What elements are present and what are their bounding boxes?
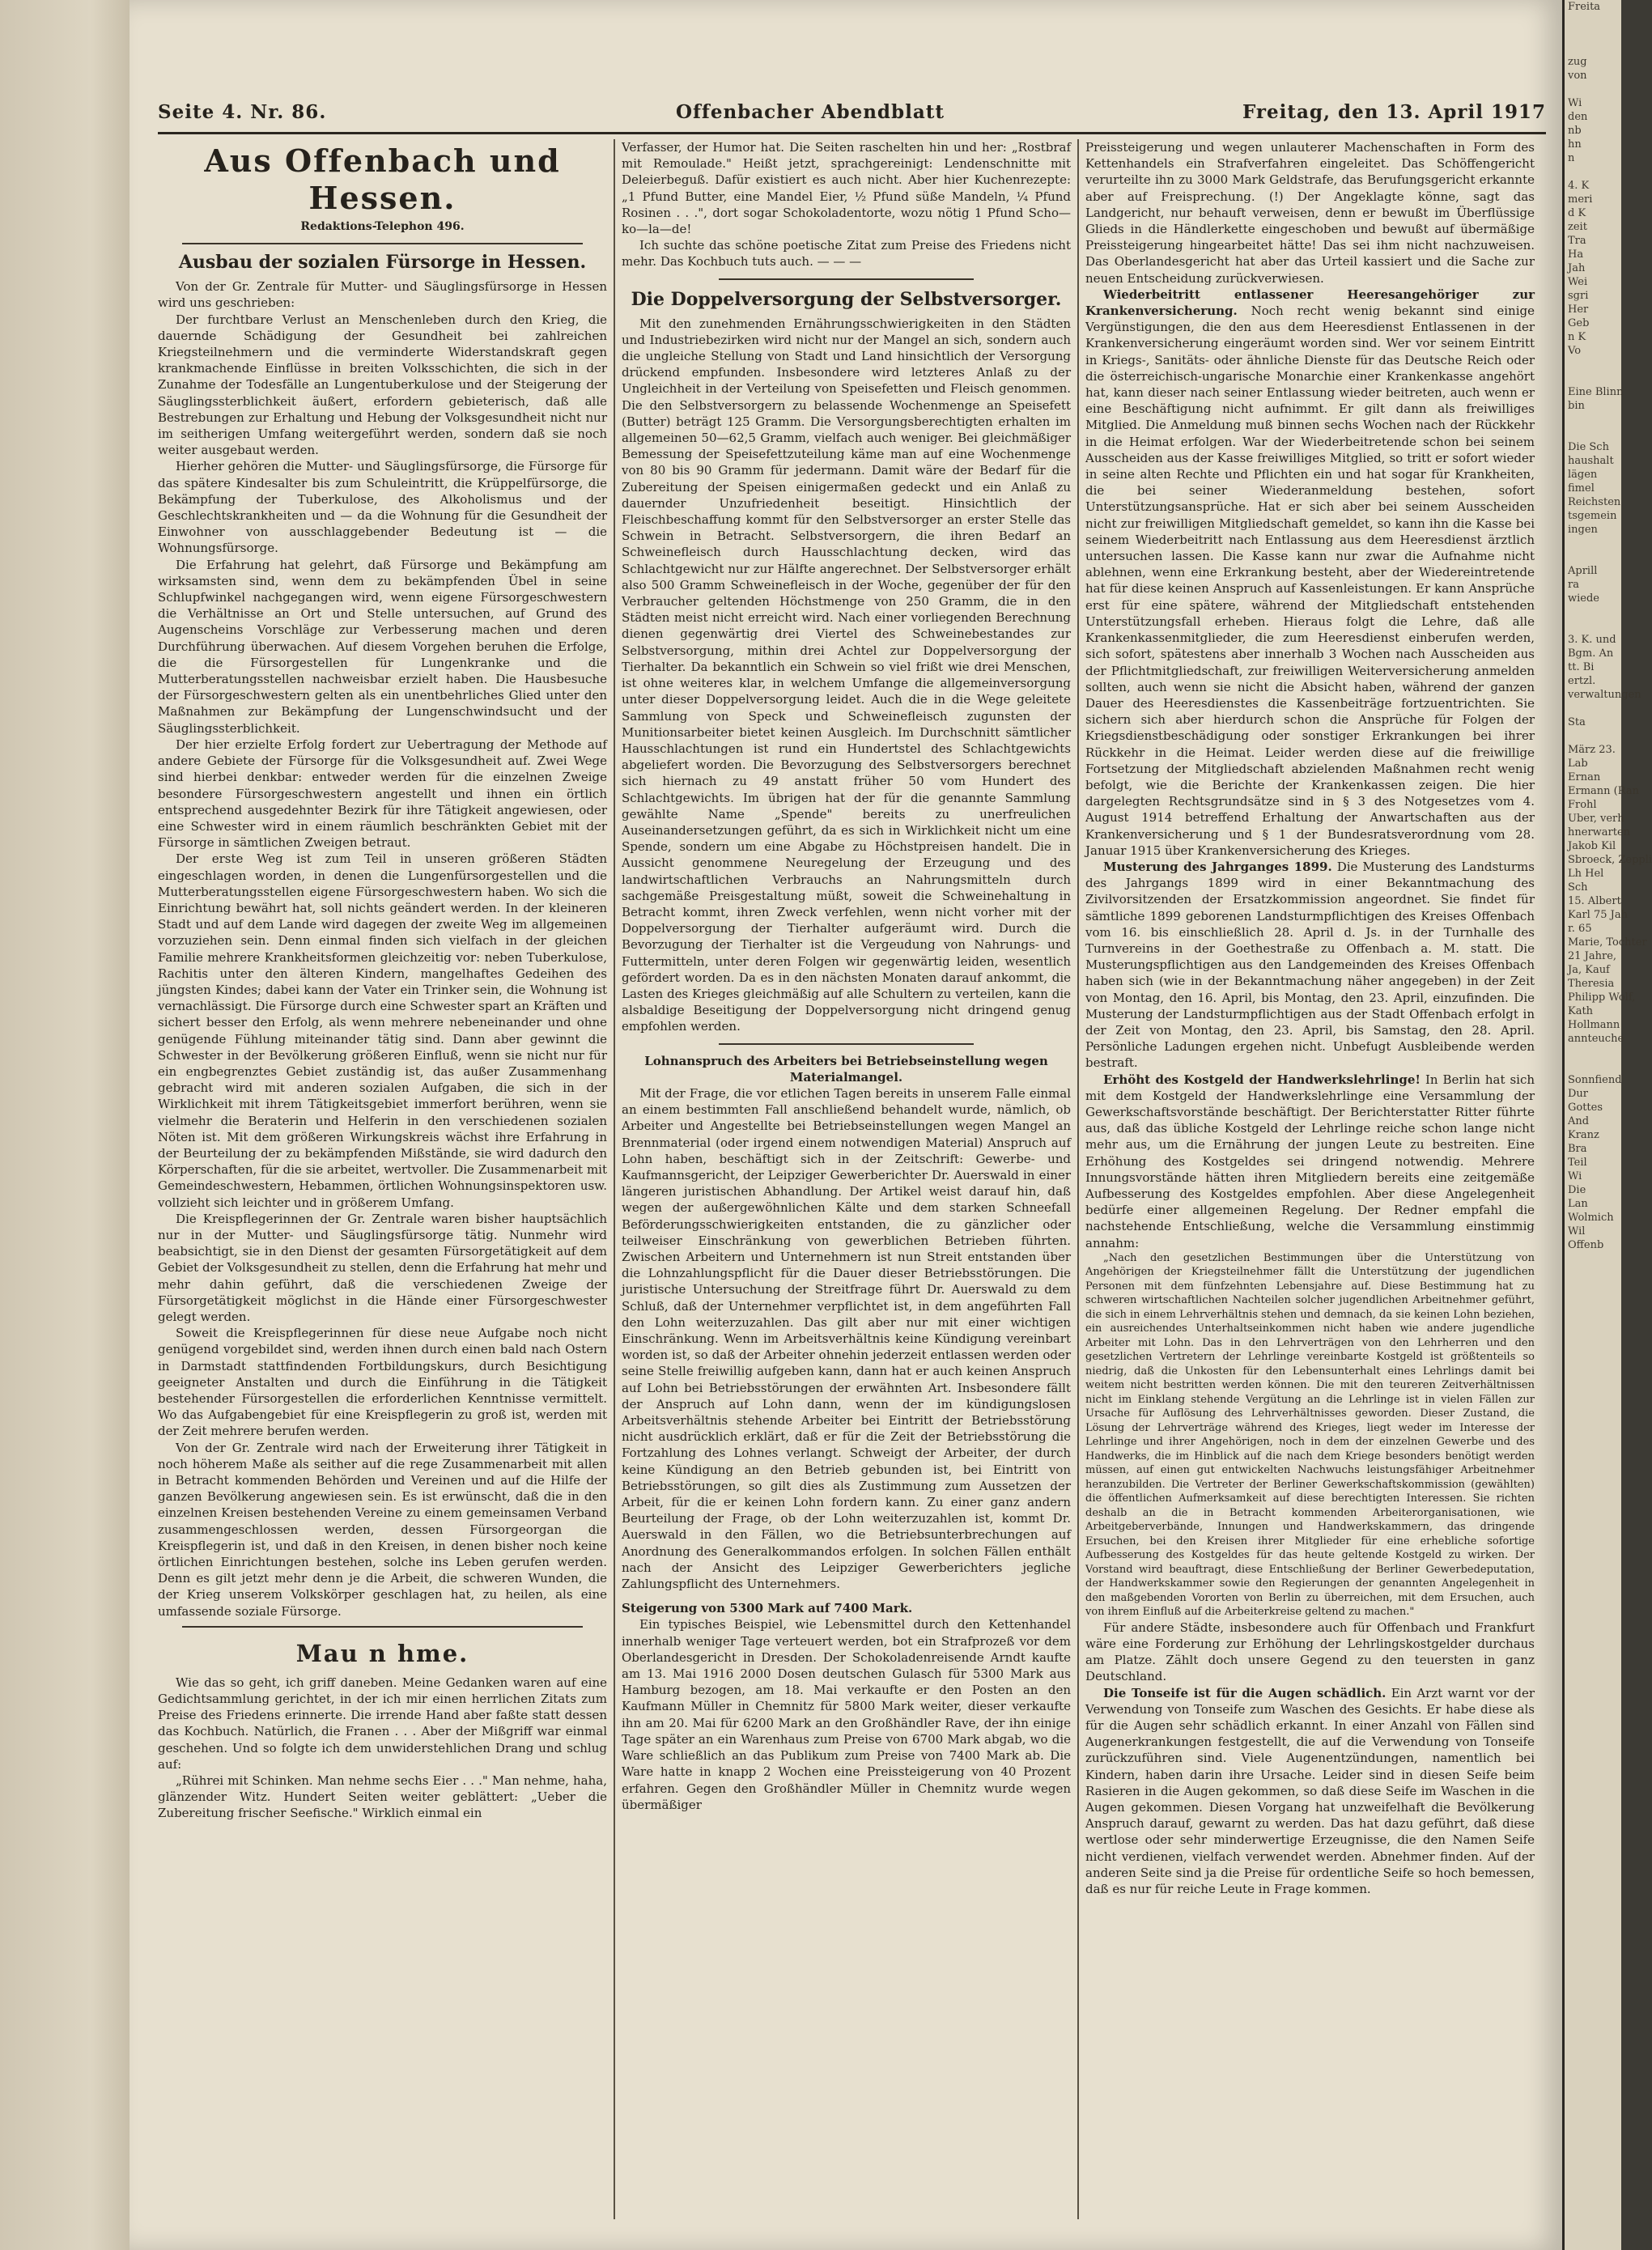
strip-line <box>1565 729 1621 743</box>
paragraph-lead: Wiederbeitritt entlassener Heeresangehöriger zur Krankenversicherung. <box>1085 287 1535 319</box>
strip-line: Ha <box>1568 248 1584 261</box>
strip-line: meri <box>1568 193 1593 206</box>
strip-line: Freita <box>1568 1 1601 13</box>
resolution: „Nach den gesetzlichen Bestimmungen über die Unterstützung von Angehörigen der Kriegsteilnehmer fällt die Unterstützung der jugendlichen Personen mit dem fünfzehnten Lebensjahre auf. Diese Bestimmung hat zu schweren wirtschaftlichen Nachteilen solcher jugendlichen Arbeitnehmer geführt, die sich in einem Lehrverhältnis stehen und demnach, da sie keinen Lohn beziehen, ein ausreichendes Unterhaltseinkommen nicht haben wie andere jugendliche Arbeiter mit Lohn. Das in den Lehrverträgen von den Lehrherren und den gesetzlichen Vertretern der Lehrlinge vereinbarte Kostgeld ist größtenteils so niedrig, daß die Unkosten für den Lebensunterhalt eines Lehrlings damit bei weitem nicht bestritten werden können. Die mit den teureren Zeitverhältnissen nicht im Einklang stehende Vergütung an die Lehrlinge ist in vielen Fällen zur Ursache für Auflösung des Lehrverhältnisses geworden. Dieser Zustand, die Lösung der Lehrverträge während des Krieges, liegt weder im Interesse der Lehrlinge und ihrer Angehörigen, noch in dem der einzelnen Gewerbe und des Handwerks, die im Hinblick auf die nach dem Kriege besonders benötigt werden müssen, auf einen gut entwickelten Nachwuchs leistungsfähiger Arbeitnehmer heranzubilden. Die Vertreter der Berliner Gewerkschaftskommission (gewählten) die öffentlichen Aufmerksamkeit auf diese berechtigten Interessen. Sie richten deshalb an die in Betracht kommenden Arbeiterorganisationen, wie Arbeitgeberverbände, Innungen und Handwerkskammern, das dringende Ersuchen, bei den Kreisen ihrer Mitglieder für eine erhebliche sofortige Aufbesserung des Kostgeldes für das heute geltende Kostgeld zu wirken. Der Vorstand wird beauftragt, diese Entschließung der Berliner Gewerbedeputation, der Handwerkskammer sowie den Regierungen der genannten Angelegenheit in den maßgebenden Vororten von Berlin zu überreichen, mit dem Ersuchen, auch von ihrem Einfluß auf die Arbeiterkreise geltend zu machen." <box>1085 1251 1535 1619</box>
strip-line: Lab <box>1568 758 1588 770</box>
strip-line: sgri <box>1568 290 1589 302</box>
strip-line: Kranz <box>1568 1129 1599 1141</box>
strip-line: r. 65 <box>1568 923 1592 935</box>
strip-line: Hollmann <box>1568 1019 1620 1031</box>
masthead-rule <box>158 132 1546 134</box>
strip-line: Sonnfiend <box>1568 1074 1622 1086</box>
strip-line: Jakob Kil <box>1568 840 1616 852</box>
strip-line: Wi <box>1568 1170 1582 1182</box>
strip-line <box>1565 702 1621 715</box>
strip-line: Ja, Kauf <box>1568 964 1610 976</box>
strip-line: hn <box>1568 138 1582 151</box>
paragraph: Für andere Städte, insbesondere auch für Offenbach und Frankfurt wäre eine Forderung zur Erhöhung der Lehrlingskostgelder durchaus am Platze. Zählt doch unsere Gegend zu den teuersten in ganz Deutschland. <box>1085 1620 1535 1684</box>
paragraph: Von der Gr. Zentrale für Mutter- und Säuglingsfürsorge in Hessen wird uns geschrieben: <box>158 279 607 311</box>
strip-line: März 23. <box>1568 744 1616 756</box>
strip-line <box>1565 358 1621 371</box>
strip-line: ertzl. <box>1568 675 1596 687</box>
paragraph: In Berlin hat sich mit dem Kostgeld der Handwerkslehrlinge eine Versammlung der Gewerkschaftsvorstände beschäftigt. Der Berichterstatter Ritter führte aus, daß das übliche Kostgeld der Lehrlinge reiche schon lange nicht mehr aus, um die Ernährung der jungen Leute zu bestreiten. Eine Erhöhung des Kostgeldes sei dringend notwendig. Mehrere Innungsvorstände hätten ihren Mitgliedern bereits eine zeitgemäße Aufbesserung des Kostgeldes empfohlen. Aber diese Angelegenheit bedürfe einer allgemeinen Regelung. Der Redner empfahl die nachstehende Entschließung, welche die Versammlung einstimmig annahm: <box>1085 1072 1535 1250</box>
strip-line <box>1565 83 1621 96</box>
strip-line <box>1565 1059 1621 1073</box>
strip-line: Offenb <box>1568 1239 1604 1251</box>
strip-line: Wi <box>1568 97 1582 109</box>
strip-line: Philipp Wolf, <box>1568 991 1636 1004</box>
strip-line: Bgm. An <box>1568 647 1614 660</box>
strip-line <box>1565 427 1621 440</box>
paragraph: Ein typisches Beispiel, wie Lebensmittel durch den Kettenhandel innerhalb weniger Tage verteuert werden, bot ein Strafprozeß vor dem Oberlandesgericht in Dresden. Der Schokoladenreisende Arndt kaufte am 13. Mai 1916 2000 Dosen deutschen Gulasch für 5300 Mark aus Hamburg bezogen, am 18. Mai verkaufte er den Posten an den Kaufmann Müller in Chemnitz für 5800 Mark weiter, dieser verkaufte ihn am 20. Mai für 6200 Mark an den Großhändler Rave, der ihn einige Tage später an ein Warenhaus zum Preise von 6700 Mark abgab, wo die Ware schließlich an das Publikum zum Preise von 7400 Mark ab. Die Ware hatte in knapp 2 Wochen eine Preissteigerung von 40 Prozent erfahren. Gegen den Großhändler Müller in Chemnitz wurde wegen übermäßiger <box>622 1617 1071 1812</box>
paragraph-lead: Erhöht des Kostgeld der Handwerkslehrlinge! <box>1103 1072 1421 1087</box>
strip-line: hnerwarten <box>1568 826 1631 838</box>
strip-line: Wolmich <box>1568 1212 1614 1224</box>
strip-line: Aprill <box>1568 565 1598 577</box>
paragraph: Ein Arzt warnt vor der Verwendung von Tonseife zum Waschen des Gesichts. Er habe diese als für die Augen sehr schädlich erkannt. In einer Anzahl von Fällen sind Augenerkrankungen festgestellt, die auf die Verwendung von Tonseife zurückzuführen sind. Viele Augenentzündungen, namentlich bei Kindern, haben darin ihre Ursache. Leider sind in diesen Seife beim Rasieren in die Augen gekommen, so daß diese Seife im Waschen in die Augen gekommen. Diesen Vorgang hat unzweifelhaft die Bevölkerung Anspruch darauf, gewarnt zu werden. Das hat dazu geführt, daß diese wertlose oder sehr minderwertige Erzeugnisse, die den Namen Seife nicht verdienen, vielfach verwendet werden. Abnehmer finden. Auf der anderen Seite sind ja die Preise für ordentliche Seife so hoch bemessen, daß es nur für reiche Leute in Frage kommen. <box>1085 1685 1535 1897</box>
paragraph: Der erste Weg ist zum Teil in unseren größeren Städten eingeschlagen worden, in denen die Lungenfürsorgestellen und die Mutterberatungsstellen eigene Fürsorgeschwestern haben. Wo sich die Einrichtung bewährt hat, soll nichts geändert werden. In der kleineren Stadt und auf dem Lande wird dagegen der zweite Weg im allgemeinen vorzuziehen sein. Denn einmal finden sich vielfach in der gleichen Familie mehrere Krankheitsformen gleichzeitig vor: neben Tuberkulose, Rachitis unter den älteren Kindern, mangelhaftes Gedeihen des jüngsten Kindes; dabei kann der Vater ein Trinker sein, die Wohnung ist vernachlässigt. Die Fürsorge durch eine Schwester spart an Kräften und sichert besser den Erfolg, als wenn mehrere nebeneinander und ohne genügende Fühlung miteinander tätig sind. Dann aber gewinnt die Schwester in der Bevölkerung größeren Einfluß, wenn sie nicht nur für ein engbegrenztes Gebiet zuständig ist, das außer Zusammenhang gebracht wird mit anderen sozialen Aufgaben, die sich in der Wirklichkeit mit ihrem Tätigkeitsgebiet immerfort berühren, wenn sie vielmehr die Beraterin und Helferin in den verschiedenen sozialen Nöten ist. Mit dem größeren Wirkungskreis wächst ihre Erfahrung in der Beurteilung der zu bekämpfenden Mißstände, sie wird dadurch den Körperschaften, für die sie arbeitet, wertvoller. Die Zusammenarbeit mit Gemeindeschwestern, Hebammen, örtlichen Wohnungsinspektoren usw. vollzieht sich leichter und in größerem Umfang. <box>158 851 607 1210</box>
strip-line <box>1565 537 1621 550</box>
strip-line: Ermann (Ran <box>1568 785 1639 797</box>
strip-line: n <box>1568 152 1575 164</box>
strip-line: Eine Blinn <box>1568 386 1624 398</box>
strip-line: lägen <box>1568 469 1598 481</box>
strip-line: Theresia <box>1568 978 1615 990</box>
strip-line: Sch <box>1568 881 1588 894</box>
binding-margin <box>0 0 130 2250</box>
strip-line <box>1565 605 1621 619</box>
strip-line <box>1565 41 1621 55</box>
strip-line: Geb <box>1568 317 1590 329</box>
strip-line: Teil <box>1568 1157 1587 1169</box>
strip-line: Uber, verh <box>1568 813 1624 825</box>
strip-line: Reichsten <box>1568 496 1621 508</box>
paragraph: Die Erfahrung hat gelehrt, daß Fürsorge und Bekämpfung am wirksamsten sind, wenn dem zu bekämpfenden Übel in seine Schlupfwinkel nachgegangen wird, wenn eigene Fürsorgeschwestern die Verhältnisse an Ort und Stelle untersuchen, auf Grund des Augenscheins Vorschläge zur Verbesserung machen und deren Durchführung überwachen. Auf diesem Vorgehen beruhen die Erfolge, die die Fürsorgestellen für Lungenkranke und die Mutterberatungsstellen nachweisbar erzielt haben. Die Hausbesuche der Fürsorgeschwestern gelten als ein unentbehrliches Glied unter den Maßnahmen zur Bekämpfung der Lungenschwindsucht und der Säuglingssterblichkeit. <box>158 557 607 736</box>
strip-line: zug <box>1568 56 1587 68</box>
article-title: Lohnanspruch des Arbeiters bei Betriebseinstellung wegen Materialmangel. <box>644 1053 1048 1085</box>
article-title: Ausbau der sozialen Fürsorge in Hessen. <box>178 252 587 274</box>
strip-line: wiede <box>1568 592 1599 605</box>
paragraph: Die Musterung des Landsturms des Jahrgangs 1899 wird in einer Bekanntmachung des Zivilvorsitzenden der Ersatzkommission angeordnet. Sie findet für sämtliche 1899 geborenen Landsturmpflichtigen des Kreises Offenbach vom 16. bis einschließlich 28. April d. Js. in der Turnhalle des Turnvereins in der Goethestraße zu Offenbach a. M. statt. Die Musterungspflichtigen aus den Landgemeinden des Kreises Offenbach haben sich (wie in der Bekanntmachung näher angegeben) in der Zeit von Montag, den 16. April, bis Montag, den 23. April, einzufinden. Die Musterung der Landsturmpflichtigen aus der Stadt Offenbach erfolgt in der Zeit von Montag, den 23. April, bis Samstag, den 28. April. Persönliche Ladungen ergehen nicht. Unbefugt Ausbleibende werden bestraft. <box>1085 859 1535 1071</box>
paragraph: Soweit die Kreispflegerinnen für diese neue Aufgabe noch nicht genügend vorgebildet sind, werden ihnen durch einen bald nach Ostern in Darmstadt stattfindenden Fortbildungskurs, durch Besichtigung geeigneter Anstalten und durch die Einführung in die Tätigkeit bestehender Fürsorgestellen die erforderlichen Kenntnisse vermittelt. Wo das Aufgabengebiet für eine Kreispflegerin zu groß ist, werden mit der Zeit mehrere berufen werden. <box>158 1326 607 1439</box>
issue-date: Freitag, den 13. April 1917 <box>1242 101 1546 123</box>
paragraph: Der furchtbare Verlust an Menschenleben durch den Krieg, die dauernde Schädigung der Gesundheit bei zahlreichen Kriegsteilnehmern und die verminderte Widerstandskraft gegen krankmachende Einflüsse in breiten Volksschichten, die sich in der Zunahme der Todesfälle an Lungentuberkulose und der Steigerung der Säuglingssterblichkeit äußert, erfordern gebieterisch, daß alle Bestrebungen zur Erhaltung und Hebung der Volksgesundheit nicht nur im seitherigen Umfang weitergeführt werden, sondern daß sie noch weiter ausgebaut werden. <box>158 312 607 458</box>
column-3 <box>1085 139 1535 2219</box>
newspaper-title: Offenbacher Abendblatt <box>676 101 945 123</box>
strip-line: ingen <box>1568 524 1598 536</box>
column-1 <box>158 139 607 2219</box>
strip-line: 3. K. und <box>1568 634 1616 646</box>
strip-line: Ernan <box>1568 771 1601 783</box>
strip-line: Dur <box>1568 1088 1589 1100</box>
paragraph: Mit der Frage, die vor etlichen Tagen bereits in unserem Falle einmal an einem bestimmten Fall anschließend behandelt wurde, nämlich, ob Arbeiter und Angestellte bei Betriebseinstellungen wegen Mangel an Brennmaterial (oder irgend einem notwendigen Material) Anspruch auf Lohn haben, beschäftigt sich in der Zeitschrift: Gewerbe- und Kaufmannsgericht, der Leipziger Gewerberichter Dr. Auerswald in einer längeren juristischen Abhandlung. Der Artikel weist darauf hin, daß wegen der außergewöhnlichen Kälte und dem starken Schneefall Beförderungsschwierigkeiten entstanden, die zu gänzlicher oder teilweiser Einschränkung von gewerblichen Betrieben führten. Zwischen Arbeitern und Unternehmern ist nun Streit entstanden über die Lohnzahlungspflicht für die Dauer dieser Betriebsstörungen. Die juristische Untersuchung der Streitfrage führt Dr. Auerswald zu dem Schluß, daß der Unternehmer verpflichtet ist, in dem angeführten Fall den Lohn weiterzuzahlen. Das gilt aber nur mit einer wichtigen Einschränkung. Wenn im Arbeitsverhältnis keine Kündigung vereinbart worden ist, so daß der Arbeiter ohnehin jederzeit entlassen werden oder seine Stelle freiwillig aufgeben kann, dann hat er auch keinen Anspruch auf Lohn bei Betriebsstörungen der erwähnten Art. Insbesondere fällt der Anspruch auf Lohn dann, wenn der im kündigungslosen Arbeitsverhältnis stehende Arbeiter bei Eintritt der Betriebsstörung nicht ausdrücklich erklärt, daß er für die Zeit der Betriebsstörung die Fortzahlung des Lohnes verlangt. Schweigt der Arbeiter, der durch keine Kündigung an den Betrieb gebunden ist, bei Eintritt von Betriebsstörungen, so gilt dies als Zustimmung zum Aussetzen der Arbeit, für die er keinen Lohn fordern kann. Zu einer ganz andern Beurteilung der Frage, ob der Lohn weiterzuzahlen ist, kommt Dr. Auerswald in den Fällen, wo die Betriebsunterbrechungen auf Anordnung des Generalkommandos erfolgen. In solchen Fällen enthält nach der Ansicht des Leipziger Gewerberichters jegliche Zahlungspflicht des Unternehmers. <box>622 1085 1071 1592</box>
adjacent-page-strip <box>1562 0 1652 2250</box>
paragraph: Hierher gehören die Mutter- und Säuglingsfürsorge, die Fürsorge für das spätere Kindesalter bis zum Schuleintritt, die Krüppelfürsorge, die Bekämpfung der Tuberkulose, des Alkoholismus und der Geschlechtskrankheiten und — da die Wohnung für die Gesundheit der Einwohner von ausschlaggebender Bedeutung ist — die Wohnungsfürsorge. <box>158 459 607 556</box>
paragraph: „Rührei mit Schinken. Man nehme sechs Eier . . ." Man nehme, haha, glänzender Witz. Hundert Seiten weiter geblättert: „Ueber die Zubereitung frischer Seefische." Wirklich einmal ein <box>158 1773 607 1821</box>
paragraph: Verfasser, der Humor hat. Die Seiten raschelten hin und her: „Rostbraf mit Remoulade." Heißt jetzt, sprachgereinigt: Lendenschnitte mit Deleierbeguß. Dafür existiert es auch nicht. Aber hier Kuchenrezepte: „1 Pfund Butter, eine Mandel Eier, ½ Pfund süße Mandeln, ¼ Pfund Rosinen . . .", dort sogar Schokoladentorte, wozu nötig 1 Pfund Scho—ko—la—de! <box>622 140 1071 237</box>
paragraph: Von der Gr. Zentrale wird nach der Erweiterung ihrer Tätigkeit in noch höherem Maße als seither auf die rege Zusammenarbeit mit allen in Betracht kommenden Behörden und Vereinen und auf die Hilfe der ganzen Bevölkerung angewiesen sein. Es ist erwünscht, daß die in den einzelnen Kreisen bestehenden Vereine zu einem gemeinsamen Verband zusammengeschlossen werden, dessen Fürsorgeorgan die Kreispflegerin ist, und daß in den Kreisen, in denen bisher noch keine örtlichen Einrichtungen bestehen, solche ins Leben gerufen werden. Denn es gilt jetzt mehr denn je die Arbeit, die schweren Wunden, die der Krieg unserem Volkskörper geschlagen hat, zu heilen, als eine umfassende soziale Fürsorge. <box>158 1440 607 1619</box>
divider <box>182 243 583 244</box>
strip-line: Marie, Tochter <box>1568 936 1647 949</box>
paragraph-lead: Musterung des Jahrganges 1899. <box>1103 859 1332 874</box>
column-rule <box>614 139 615 2219</box>
masthead <box>158 101 1546 134</box>
strip-line <box>1565 28 1621 41</box>
strip-line <box>1565 371 1621 385</box>
paragraph: Der hier erzielte Erfolg fordert zur Uebertragung der Methode auf andere Gebiete der Fürsorge für die Volksgesundheit auf. Zwei Wege sind hierbei denkbar: entweder werden für die einzelnen Zweige besondere Fürsorgeschwestern angestellt und ihnen ein örtlich entsprechend ausgedehnter Bezirk für ihre Tätigkeit angewiesen, oder eine Schwester wird in einem räumlich beschränkten Gebiet mit der Fürsorge in sämtlichen Zweigen betraut. <box>158 737 607 851</box>
strip-line: Kath <box>1568 1005 1594 1017</box>
strip-line <box>1565 619 1621 633</box>
strip-line: zeit <box>1568 221 1587 233</box>
strip-line <box>1565 413 1621 427</box>
strip-line: Lan <box>1568 1198 1588 1210</box>
strip-line: 4. K <box>1568 180 1590 192</box>
strip-line: von <box>1568 70 1587 82</box>
editorial-phone: Redaktions-Telephon 496. <box>300 220 465 233</box>
feuilleton-title: Mau n hme. <box>295 1639 469 1667</box>
section-title: Aus Offenbach und Hessen. <box>204 142 561 216</box>
paragraph: Wie das so geht, ich griff daneben. Meine Gedanken waren auf eine Gedichtsammlung gerichtet, in der ich mir einen herrlichen Zitats zum Preise des Friedens erinnerte. Die irrende Hand aber faßte statt dessen das Kochbuch. Natürlich, die Franen . . . Aber der Mißgriff war einmal geschehen. Und so folgte ich dem unwiderstehlichen Drang und schlug auf: <box>158 1675 607 1772</box>
paragraph: Noch recht wenig bekannt sind einige Vergünstigungen, die den aus dem Heeresdienst Entlassenen in der Krankenversicherung eingeräumt worden sind. Wer vor seinem Eintritt in Kriegs-, Sanitäts- oder ähnliche Dienste für das Deutsche Reich oder die österreichisch-ungarische Monarchie einer Krankenkasse angehört hat, kann dieser nach seiner Entlassung wieder beitreten, auch wenn er eine Beschäftigung nicht aufnimmt. Er gilt dann als freiwilliges Mitglied. Die Anmeldung muß binnen sechs Wochen nach der Rückkehr in die Heimat erfolgen. War der Wiederbeitretende schon bei seinem Ausscheiden aus der Kasse freiwilliges Mitglied, so tritt er sofort wieder in seine alten Rechte und Pflichten ein und hat sogar für Krankheiten, die bei seiner Wiederanmeldung bestehen, sofort Unterstützungsansprüche. Hat er sich aber bei seinem Ausscheiden nicht zur freiwilligen Mitgliedschaft gemeldet, so kann ihn die Kasse bei seinem Wiederbeitritt nach Entlassung aus dem Heeresdienst ärztlich untersuchen lassen. Die Kasse kann nur zwar die Aufnahme nicht ablehnen, wenn eine Erkrankung besteht, aber der Wiedereintretende hat für diese keinen Anspruch auf Kassenleistungen. Er kann Ansprüche erst für eine spätere, während der Mitgliedschaft entstehenden Unterstützungsfall erheben. Hieraus folgt die Lehre, daß alle Krankenkassenmitglieder, die zum Heeresdienst einberufen werden, sich sofort, spätestens aber innerhalb 3 Wochen nach Ausscheiden aus der Pflichtmitgliedschaft, zur freiwilligen Weiterversicherung anmelden sollten, auch wenn sie nicht die Absicht haben, während der ganzen Dauer des Heeresdienstes die Kassenbeiträge fortzuentrichten. Sie sichern sich aber hierdurch schon die Ansprüche für Folgen der Kriegsdienstbeschädigung oder sonstiger Erkrankungen bei ihrer Rückkehr in die Heimat. Leider werden diese auf die freiwillige Fortsetzung der Mitgliedschaft abzielenden Maßnahmen recht wenig befolgt, wie die Berichte der Krankenkassen zeigen. Die hier dargelegten Rechtsgrundsätze sind in § 3 des Notgesetzes vom 4. August 1914 betreffend Erhaltung der Anwartschaften aus der Krankenversicherung und § 1 der Bundesratsverordnung vom 28. Januar 1915 über Krankenversicherung des Krieges. <box>1085 304 1535 858</box>
strip-line: fimel <box>1568 482 1595 495</box>
strip-line: nb <box>1568 125 1582 137</box>
paragraph: Ich suchte das schöne poetische Zitat zum Preise des Friedens nicht mehr. Das Kochbuch tuts auch. — — — <box>622 238 1071 270</box>
strip-line: Die Sch <box>1568 441 1609 453</box>
strip-line: n K <box>1568 331 1586 343</box>
strip-line: Sbroeck, Zeppli <box>1568 854 1652 866</box>
strip-line: Bra <box>1568 1143 1587 1155</box>
strip-line: 21 Jahre, <box>1568 950 1617 962</box>
strip-line <box>1565 14 1621 28</box>
strip-line: Vo <box>1568 345 1582 357</box>
paragraph: Mit den zunehmenden Ernährungsschwierigkeiten in den Städten und Industriebezirken wird nicht nur der Mangel an sich, sondern auch die ungleiche Stellung von Stadt und Land hinsichtlich der Versorgung drückend empfunden. Insbesondere wird letzteres Anlaß zu der Ungleichheit in der Verteilung von Speisefetten und Fleisch genommen. Die den Selbstversorgern zu belassende Wochenmenge an Speisefett (Butter) beträgt 125 Gramm. Die Versorgungsberechtigten erhalten im allgemeinen 50—62,5 Gramm, vielfach auch weniger. Bei gleichmäßiger Bemessung der Speisefettzuteilung käme man auf eine Wochenmenge von 80 bis 90 Gramm für jedermann. Damit wäre der Bedarf für die Zubereitung der Speisen einigermaßen gedeckt und ein Anlaß zu dauernder Unzufriedenheit beseitigt. Hinsichtlich der Fleischbeschaffung kommt für den Selbstversorger an erster Stelle das Schwein in Betracht. Selbstversorgern, die ihren Bedarf an Schweinefleisch durch Hausschlachtung decken, wird das Schlachtgewicht nur zur Hälfte angerechnet. Der Selbstversorger erhält also 500 Gramm Schweinefleisch in der Woche, gegenüber der für den Verbraucher geltenden Höchstmenge von 250 Gramm, die in den Städten meist nicht erreicht wird. Nach einer vorliegenden Berechnung dienen gegenwärtig drei Viertel des Schweinebestandes zur Selbstversorgung, mithin drei Achtel zur Doppelversorgung der Tierhalter. Da bekanntlich ein Schwein so viel frißt wie drei Menschen, ist ohne weiteres klar, in welchem Umfange die allgemeinversorgung unter dieser Doppelversorgung leidet. Auch die in die Wege geleitete Sammlung von Speck und Schweinefleisch zugunsten der Munitionsarbeiter bietet keinen Ausgleich. Im Durchschnitt sämtlicher Hausschlachtungen ist rund ein Hundertstel des Schlachtgewichts abgeliefert worden. Die Bevorzugung des Selbstversorgers berechnet sich hiernach zu 49 anstatt früher 50 vom Hundert des Schlachtgewichts. Im übrigen hat der für die genannte Sammlung gewählte Name „Spende" bereits zu unerfreulichen Auseinandersetzungen geführt, da es sich in Wirklichkeit nicht um eine Spende, sondern um eine Abgabe zu Höchstpreisen handelt. Die in Aussicht genommene Neuregelung der Erzeugung und des landwirtschaftlichen Verbrauchs an Nahrungsmitteln durch sachgemäße Preisgestaltung müßt, soweit die Schweinehaltung in Betracht kommt, ihren Zweck verfehlen, wenn nicht vorher mit der Doppelversorgung der Tierhalter aufgeräumt wird. Durch die Bevorzugung der Tierhalter ist die Vergeudung von Nahrungs- und Futtermitteln, unter deren Folgen wir gegenwärtig leiden, wesentlich gefördert worden. Da es in den nächsten Monaten darauf ankommt, die Lasten des Krieges gleichmäßig auf alle Schultern zu verteilen, kann die alsbaldige Beseitigung der Doppelversorgung nicht dringend genug empfohlen werden. <box>622 316 1071 1034</box>
paragraph: Preissteigerung und wegen unlauterer Machenschaften in Form des Kettenhandels ein Strafverfahren eingeleitet. Das Schöffengericht verurteilte ihn zu 3000 Mark Geldstrafe, das Berufungsgericht erkannte aber auf Freisprechung. (!) Der Angeklagte könne, sagt das Landgericht, nur behauft verweisen, denn er bewußt im Überflüssige Glieds in die Händlerkette eingeschoben und bewußt auf übermäßige Preissteigerung hingearbeitet hätte! Das sei ihm nicht nachzuweisen. Das Oberlandesgericht hat aber das Urteil kassiert und die Sache zur neuen Entscheidung zurückverwiesen. <box>1085 140 1535 286</box>
strip-line: verwaltungen <box>1568 689 1641 701</box>
divider <box>719 1043 974 1045</box>
strip-line: Her <box>1568 304 1589 316</box>
strip-line: tt. Bi <box>1568 661 1595 673</box>
page-number: Seite 4. Nr. 86. <box>158 101 327 123</box>
paragraph: Die Kreispflegerinnen der Gr. Zentrale waren bisher hauptsächlich nur in der Mutter- und Säuglingsfürsorge tätig. Nunmehr wird beabsichtigt, sie in den Dienst der gesamten Fürsorgetätigkeit auf dem Gebiet der Volksgesundheit zu stellen, denn die Erfahrung hat mehr und mehr dahin geführt, daß die verschiedenen Zweige der Fürsorgetätigkeit möglichst in die Hände einer Fürsorgeschwester gelegt werden. <box>158 1211 607 1324</box>
paragraph-lead: Die Tonseife ist für die Augen schädlich. <box>1103 1685 1387 1700</box>
strip-line: annteuche <box>1568 1033 1624 1045</box>
strip-line <box>1565 550 1621 564</box>
strip-line: Gottes <box>1568 1102 1603 1114</box>
divider <box>719 278 974 280</box>
column-rule <box>1077 139 1079 2219</box>
strip-line: Lh Hel <box>1568 868 1604 880</box>
strip-line: d K <box>1568 207 1586 219</box>
strip-line: And <box>1568 1115 1590 1127</box>
strip-line: Frohl <box>1568 799 1597 811</box>
strip-line: Die <box>1568 1184 1586 1196</box>
strip-line: Wil <box>1568 1225 1586 1238</box>
divider <box>182 1626 583 1628</box>
strip-line <box>1565 165 1621 179</box>
strip-line: Wei <box>1568 276 1588 288</box>
article-title: Die Doppelversorgung der Selbstversorger. <box>631 288 1062 310</box>
strip-line: Karl 75 Jah <box>1568 909 1628 921</box>
strip-line: bin <box>1568 400 1585 412</box>
strip-text <box>1565 0 1652 1252</box>
column-2 <box>622 139 1071 2219</box>
strip-line: Tra <box>1568 235 1586 247</box>
strip-line <box>1565 1046 1621 1059</box>
strip-line: haushalt <box>1568 455 1614 467</box>
strip-line: ra <box>1568 579 1579 591</box>
strip-line: den <box>1568 111 1588 123</box>
strip-line: 15. Albert <box>1568 895 1621 907</box>
article-title: Steigerung von 5300 Mark auf 7400 Mark. <box>622 1601 913 1616</box>
strip-line: Sta <box>1568 716 1586 728</box>
strip-line: tsgemein <box>1568 510 1617 522</box>
strip-line: Jah <box>1568 262 1586 274</box>
